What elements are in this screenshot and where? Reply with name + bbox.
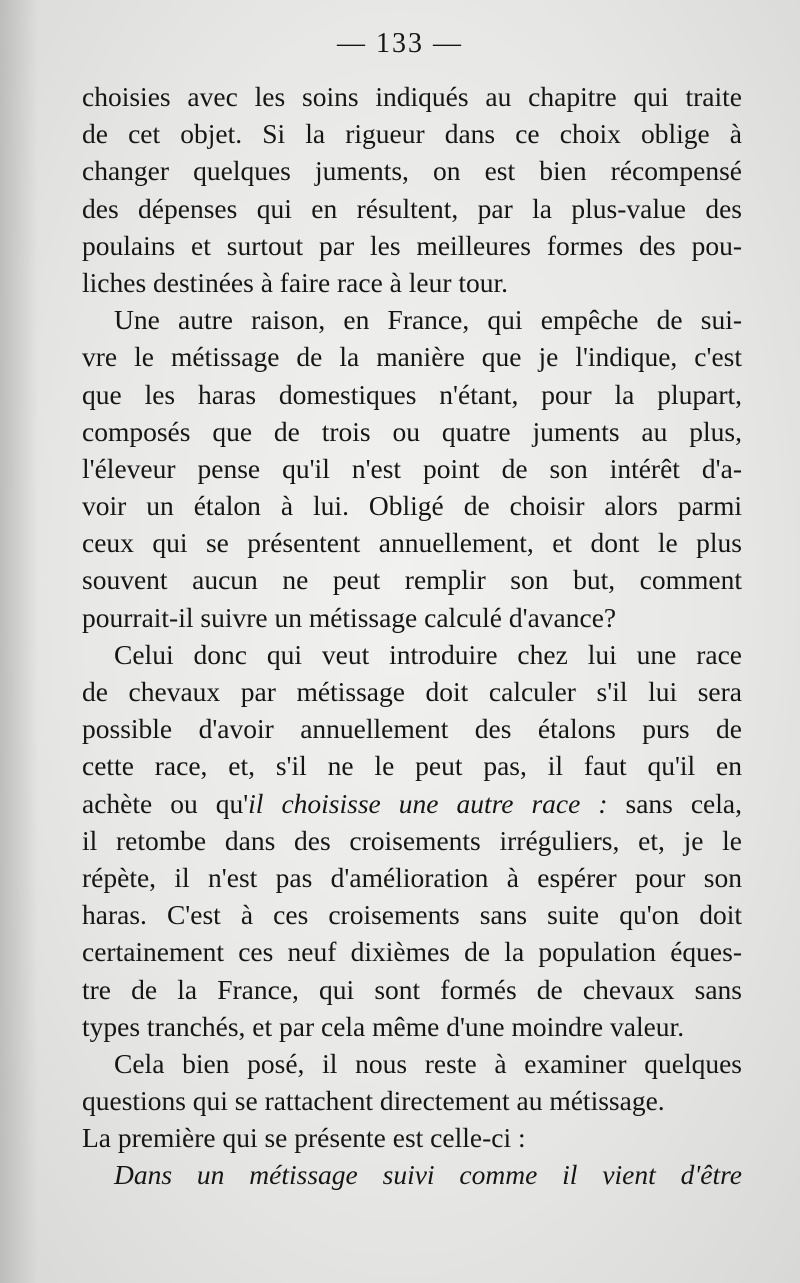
text-line: voir un étalon à lui. Obligé de choisir alors parmi [82, 490, 742, 522]
text-segment: sans cela, [607, 787, 742, 819]
text-line: possible d'avoir annuellement des étalons purs de [82, 713, 742, 745]
text-line: l'éleveur pense qu'il n'est point de son intérêt d'a- [82, 452, 742, 484]
text-line: répète, il n'est pas d'amélioration à espérer pour son [82, 861, 742, 893]
text-line: vre le métissage de la manière que je l'indique, c'est [82, 341, 742, 373]
text-line: La première qui se présente est celle-ci : [82, 1122, 526, 1154]
text-line: souvent aucun ne peut remplir son but, comment [82, 564, 742, 596]
text-segment: achète ou qu' [82, 787, 249, 819]
text-line: ceux qui se présentent annuellement, et dont le plus [82, 527, 742, 559]
text-line: composés que de trois ou quatre juments au plus, [82, 415, 742, 447]
text-line: cette race, et, s'il ne le peut pas, il faut qu'il en [82, 750, 742, 782]
text-line: des dépenses qui en résultent, par la plus-value des [82, 192, 742, 224]
text-line: il retombe dans des croisements irréguliers, et, je le [82, 824, 742, 856]
text-line: pourrait-il suivre un métissage calculé d'avance? [82, 601, 617, 633]
text-line: changer quelques juments, on est bien récompensé [82, 155, 742, 187]
text-line: Dans un métissage suivi comme il vient d'être [114, 1159, 742, 1191]
text-line: certainement ces neuf dixièmes de la population éques- [82, 936, 742, 968]
text-line: haras. C'est à ces croisements sans suite qu'on doit [82, 899, 742, 931]
text-line: tre de la France, qui sont formés de chevaux sans [82, 973, 742, 1005]
page-edge-shadow [0, 0, 38, 1283]
text-line: Cela bien posé, il nous reste à examiner quelques [114, 1047, 742, 1079]
text-line: de chevaux par métissage doit calculer s'il lui sera [82, 676, 742, 707]
text-line: que les haras domestiques n'étant, pour la plupart, [82, 378, 742, 410]
text-line: liches destinées à faire race à leur tour. [82, 266, 509, 298]
text-line: poulains et surtout par les meilleures formes des pou- [82, 229, 742, 261]
text-line: questions qui se rattachent directement au métissage. [82, 1085, 665, 1117]
body-text [82, 78, 742, 1194]
text-line [82, 785, 742, 822]
text-line: types tranchés, et par cela même d'une moindre valeur. [82, 1010, 685, 1042]
text-line: Une autre raison, en France, qui empêche de sui- [114, 304, 742, 336]
text-line: Celui donc qui veut introduire chez lui une race [114, 638, 742, 670]
text-line: choisies avec les soins indiqués au chapitre qui traite [82, 81, 742, 112]
text-line: de cet objet. Si la rigueur dans ce choix oblige à [82, 118, 742, 150]
italic-text-segment: il choisisse une autre race : [248, 787, 608, 819]
page-number: — 133 — [337, 28, 463, 59]
